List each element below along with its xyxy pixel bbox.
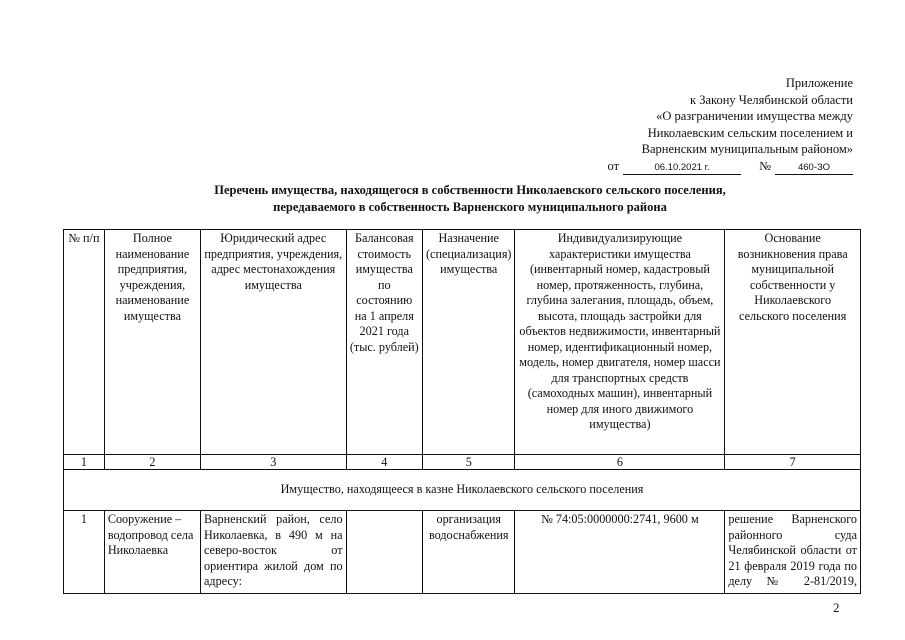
page-number: 2 [833, 600, 840, 615]
column-number: 5 [422, 455, 515, 470]
header-cell-balance: Балансовая стоимость имущества по состоянию на 1 апреля 2021 года (тыс. рублей) [346, 230, 422, 455]
cell-balance [346, 511, 422, 594]
date-prefix: от [607, 158, 620, 173]
column-number: 3 [201, 455, 347, 470]
header-cell-basis: Основание возникновения права муниципальной собственности у Николаевского сельского поселения [725, 230, 861, 455]
column-number: 7 [725, 455, 861, 470]
title-line: Перечень имущества, находящегося в собственности Николаевского сельского поселения, [214, 183, 726, 197]
column-number-row [64, 455, 861, 470]
title-line: передаваемого в собственность Варненского муниципального района [273, 200, 667, 214]
number-prefix: № [759, 158, 771, 173]
column-number: 1 [64, 455, 105, 470]
section-row [64, 470, 861, 511]
column-number: 6 [515, 455, 725, 470]
law-date: 06.10.2021 г. [623, 162, 741, 175]
cell-characteristics: № 74:05:0000000:2741, 9600 м [515, 511, 725, 594]
cell-address: Варненский район, село Николаевка, в 490 м на северо-восток от ориентира жилой дом по адресу: [201, 511, 347, 594]
cell-name: Сооружение – водопровод села Николаевка [104, 511, 200, 594]
property-table [63, 229, 861, 594]
section-title: Имущество, находящееся в казне Николаевского сельского поселения [64, 470, 861, 511]
header-cell-name: Полное наименование предприятия, учреждения, наименование имущества [104, 230, 200, 455]
appendix-header [553, 75, 853, 175]
header-cell-number: № п/п [64, 230, 105, 455]
appendix-line: к Закону Челябинской области [690, 92, 853, 107]
appendix-line: Николаевским сельским поселением и [647, 125, 853, 140]
header-cell-address: Юридический адрес предприятия, учреждения, адрес местонахождения имущества [201, 230, 347, 455]
cell-number: 1 [64, 511, 105, 594]
header-cell-characteristics: Индивидуализирующие характеристики имущества (инвентарный номер, кадастровый номер, протяженность, глубина, глубина залегания, площадь, объем, высота, площадь застройки для объектов недвижимости, инвентарный номер, идентификационный номер, модель, номер двигателя, номер шасси для транспортных средств (самоходных машин), инвентарный номер для иного движимого имущества) [515, 230, 725, 455]
table-header-row [64, 230, 861, 455]
cell-basis: решение Варненского районного суда Челябинской области от 21 февраля 2019 года по делу № 2-81/2019, [725, 511, 861, 594]
column-number: 2 [104, 455, 200, 470]
appendix-line: Варненским муниципальным районом» [641, 142, 853, 156]
appendix-line: Приложение [785, 76, 853, 90]
table-row [64, 511, 861, 594]
header-cell-purpose: Назначение (специализация) имущества [422, 230, 515, 455]
law-date-number [553, 158, 853, 175]
column-number: 4 [346, 455, 422, 470]
cell-purpose: организация водоснабжения [422, 511, 515, 594]
law-number: 460-ЗО [775, 162, 853, 175]
appendix-line: «О разграничении имущества между [656, 109, 853, 123]
document-title [60, 182, 880, 216]
